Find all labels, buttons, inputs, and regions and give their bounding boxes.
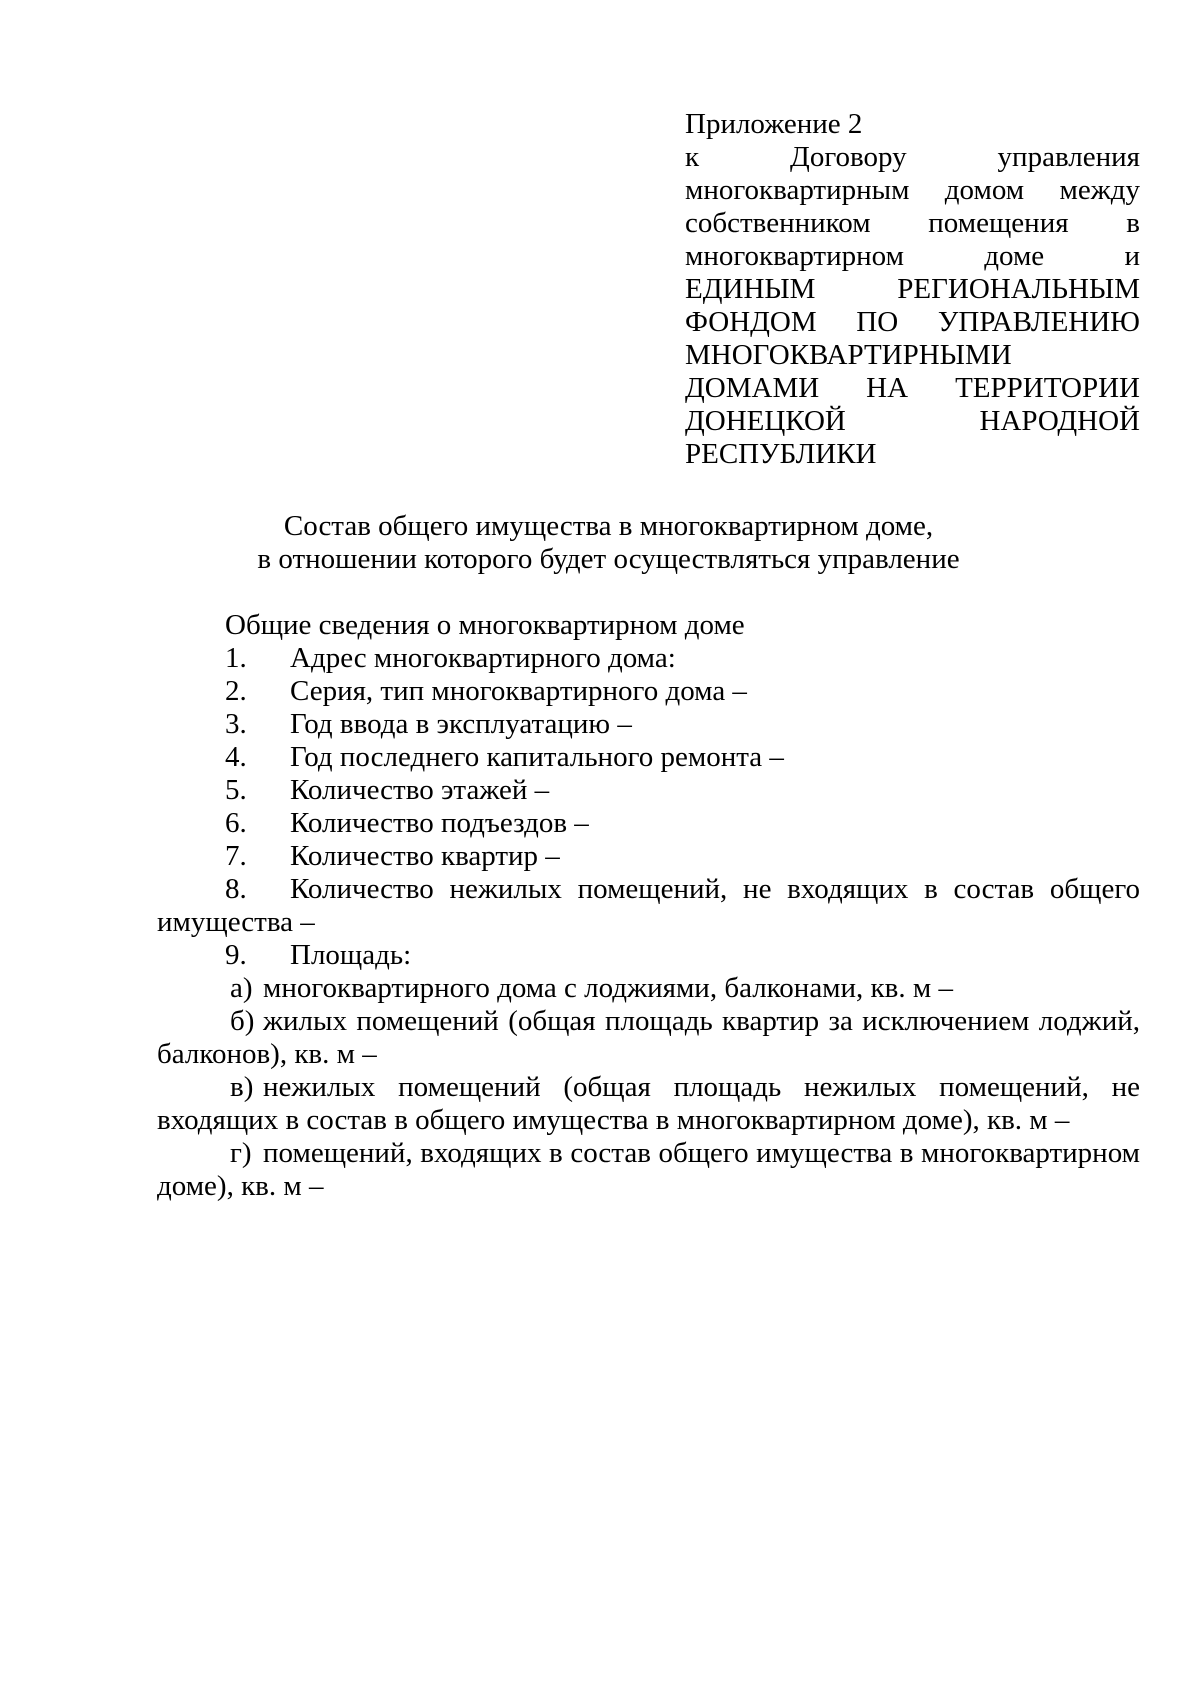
list-item-3 <box>157 708 1140 741</box>
appendix-line: ДОНЕЦКОЙ НАРОДНОЙ <box>685 405 1140 437</box>
item-text: Количество квартир – <box>290 840 560 872</box>
item-number: 8. <box>225 873 247 905</box>
list-item-v-line-1 <box>157 1071 1140 1104</box>
item-text: нежилых помещений (общая площадь нежилых помещений, не <box>263 1071 1140 1103</box>
list-item-g-line-1 <box>157 1137 1140 1170</box>
section-heading: Общие сведения о многоквартирном доме <box>225 609 745 641</box>
document-title <box>157 510 1060 576</box>
item-number: 3. <box>225 708 247 740</box>
list-item-4 <box>157 741 1140 774</box>
list-item-b <box>157 1005 1140 1071</box>
list-item-2 <box>157 675 1140 708</box>
list-item-8-line-1 <box>157 873 1140 906</box>
item-letter: б) <box>230 1005 255 1037</box>
appendix-line: собственником помещения в <box>685 207 1140 239</box>
list-item-v <box>157 1071 1140 1137</box>
item-text: Год последнего капитального ремонта – <box>290 741 784 773</box>
appendix-line: ФОНДОМ ПО УПРАВЛЕНИЮ <box>685 306 1140 338</box>
list-item-6 <box>157 807 1140 840</box>
item-text: Количество нежилых помещений, не входящих в состав общего <box>290 873 1140 905</box>
document-title-line-1: Состав общего имущества в многоквартирном доме, <box>283 510 934 542</box>
appendix-line: многоквартирном доме и <box>685 240 1140 272</box>
item-text: Год ввода в эксплуатацию – <box>290 708 632 740</box>
list-item-b-line-2: балконов), кв. м – <box>157 1038 377 1070</box>
list-item-5 <box>157 774 1140 807</box>
item-number: 9. <box>225 939 247 971</box>
item-text: Серия, тип многоквартирного дома – <box>290 675 747 707</box>
item-number: 6. <box>225 807 247 839</box>
appendix-line: многоквартирным домом между <box>685 174 1140 206</box>
item-number: 2. <box>225 675 247 707</box>
list-item-b-line-1 <box>157 1005 1140 1038</box>
appendix-line: ЕДИНЫМ РЕГИОНАЛЬНЫМ <box>685 273 1140 305</box>
item-number: 1. <box>225 642 247 674</box>
list-item-9 <box>157 939 1140 972</box>
item-number: 5. <box>225 774 247 806</box>
item-text: Количество этажей – <box>290 774 550 806</box>
item-text: Количество подъездов – <box>290 807 589 839</box>
list-item-1 <box>157 642 1140 675</box>
appendix-line: ДОМАМИ НА ТЕРРИТОРИИ <box>685 372 1140 404</box>
document-content <box>157 108 1140 1203</box>
list-item-7 <box>157 840 1140 873</box>
appendix-label: Приложение 2 <box>685 108 863 140</box>
list-item-a <box>157 972 1140 1005</box>
item-text: многоквартирного дома с лоджиями, балконами, кв. м – <box>263 972 953 1004</box>
document-title-line-2: в отношении которого будет осуществляться управление <box>257 543 960 575</box>
item-text: жилых помещений (общая площадь квартир за исключением лоджий, <box>263 1005 1140 1037</box>
item-text: помещений, входящих в состав общего имущества в многоквартирном <box>263 1137 1140 1169</box>
appendix-block <box>685 108 1140 471</box>
item-letter: а) <box>230 972 253 1004</box>
list-item-v-line-2: входящих в состав в общего имущества в многоквартирном доме), кв. м – <box>157 1104 1070 1136</box>
appendix-line: РЕСПУБЛИКИ <box>685 438 877 470</box>
item-letter: г) <box>230 1137 252 1169</box>
item-letter: в) <box>230 1071 254 1103</box>
item-text: Площадь: <box>290 939 412 971</box>
list-item-8 <box>157 873 1140 939</box>
item-number: 4. <box>225 741 247 773</box>
appendix-line: МНОГОКВАРТИРНЫМИ <box>685 339 1012 371</box>
list-item-8-line-2: имущества – <box>157 906 315 938</box>
item-text: Адрес многоквартирного дома: <box>290 642 676 674</box>
list-item-g-line-2: доме), кв. м – <box>157 1170 324 1202</box>
item-number: 7. <box>225 840 247 872</box>
list-item-g <box>157 1137 1140 1203</box>
appendix-line: к Договору управления <box>685 141 1140 173</box>
